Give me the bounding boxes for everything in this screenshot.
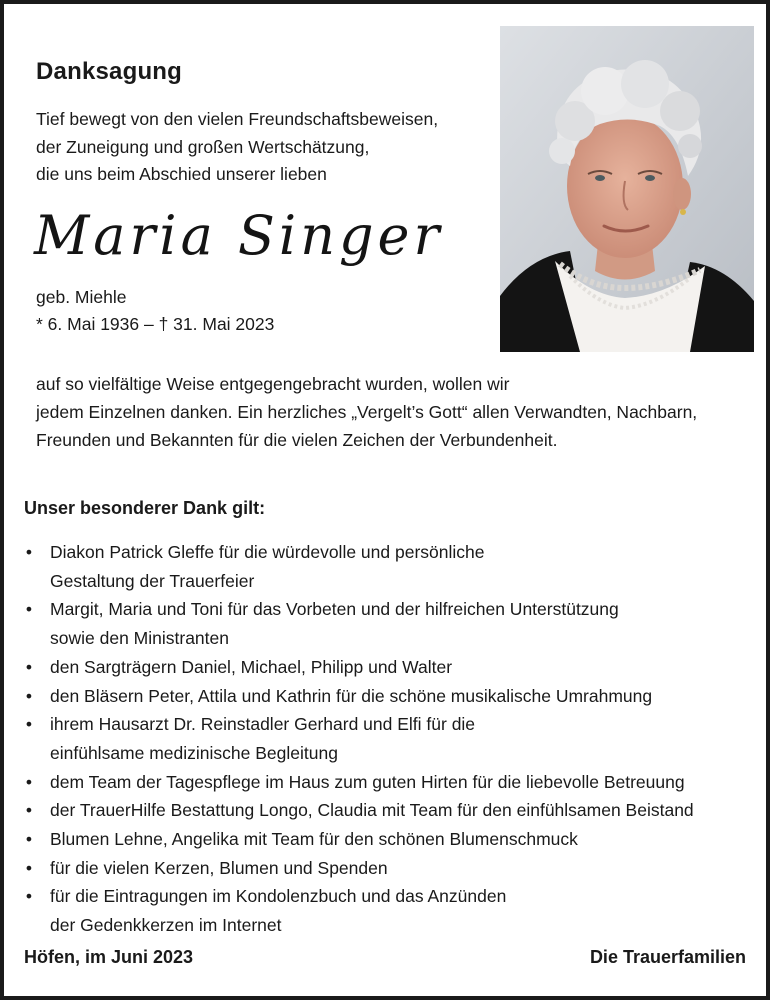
thanks-text [36, 370, 697, 454]
list-item [24, 538, 759, 595]
bullet-icon: • [25, 656, 33, 677]
special-thanks-list [24, 538, 759, 940]
list-item [24, 710, 759, 767]
list-item-line: Margit, Maria und Toni für das Vorbeten und der hilfreichen Unterstützung [50, 599, 619, 620]
list-item [24, 595, 759, 652]
portrait-illustration [500, 26, 754, 352]
bullet-icon: • [25, 714, 33, 735]
signature: Die Trauerfamilien [589, 947, 746, 967]
list-item [24, 854, 759, 883]
bullet-icon: • [25, 857, 33, 878]
bullet-icon: • [25, 599, 33, 620]
list-item [24, 796, 759, 825]
list-item-line: Diakon Patrick Gleffe für die würdevolle und persönliche [50, 542, 485, 562]
intro-text [36, 106, 438, 189]
list-item-line: für die Eintragungen im Kondolenzbuch und das Anzünden [50, 886, 507, 907]
list-item-line: Gestaltung der Trauerfeier [50, 570, 255, 591]
list-item-line: einfühlsame medizinische Begleitung [50, 742, 338, 763]
bullet-icon: • [25, 829, 33, 850]
list-item-line: sowie den Ministranten [50, 628, 229, 649]
page-title: Danksagung [36, 58, 183, 85]
list-item [24, 882, 759, 939]
life-dates: * 6. Mai 1936 – † 31. Mai 2023 [36, 314, 275, 334]
list-item-line: für die vielen Kerzen, Blumen und Spenden [50, 857, 388, 878]
list-item-line: Blumen Lehne, Angelika mit Team für den schönen Blumenschmuck [50, 829, 578, 850]
thanks-line: auf so vielfältige Weise entgegengebracht wurden, wollen wir [36, 374, 510, 394]
list-item-line: den Bläsern Peter, Attila und Kathrin für die schöne musikalische Umrahmung [50, 685, 653, 706]
list-item-line: der TrauerHilfe Bestattung Longo, Claudia mit Team für den einfühlsamen Beistand [50, 800, 694, 821]
thanks-line: Freunden und Bekannten für die vielen Zeichen der Verbundenheit. [36, 430, 558, 450]
list-item [24, 682, 759, 711]
list-item [24, 653, 759, 682]
intro-line: der Zuneigung und großen Wertschätzung, [36, 136, 370, 157]
intro-line: die uns beim Abschied unserer lieben [36, 164, 327, 184]
intro-line: Tief bewegt von den vielen Freundschaftsbeweisen, [36, 109, 439, 129]
bullet-icon: • [25, 886, 33, 907]
list-item-line: den Sargträgern Daniel, Michael, Philipp und Walter [50, 656, 453, 677]
bullet-icon: • [25, 800, 33, 821]
list-item-line: ihrem Hausarzt Dr. Reinstadler Gerhard und Elfi für die [50, 714, 476, 735]
place-date: Höfen, im Juni 2023 [24, 947, 194, 967]
deceased-name: Maria Singer [34, 204, 444, 267]
list-item-line: dem Team der Tagespflege im Haus zum guten Hirten für die liebevolle Betreuung [50, 771, 685, 792]
list-item [24, 768, 759, 797]
list-item [24, 825, 759, 854]
bullet-icon: • [25, 542, 33, 562]
special-thanks-heading: Unser besonderer Dank gilt: [24, 498, 266, 518]
list-item-line: der Gedenkkerzen im Internet [50, 915, 282, 936]
birth-name: geb. Miehle [36, 287, 127, 307]
portrait-photo [500, 26, 754, 352]
bullet-icon: • [25, 771, 33, 792]
thanks-line: jedem Einzelnen danken. Ein herzliches „Vergelt’s Gott“ allen Verwandten, Nachbarn, [36, 402, 698, 422]
bullet-icon: • [25, 685, 33, 706]
